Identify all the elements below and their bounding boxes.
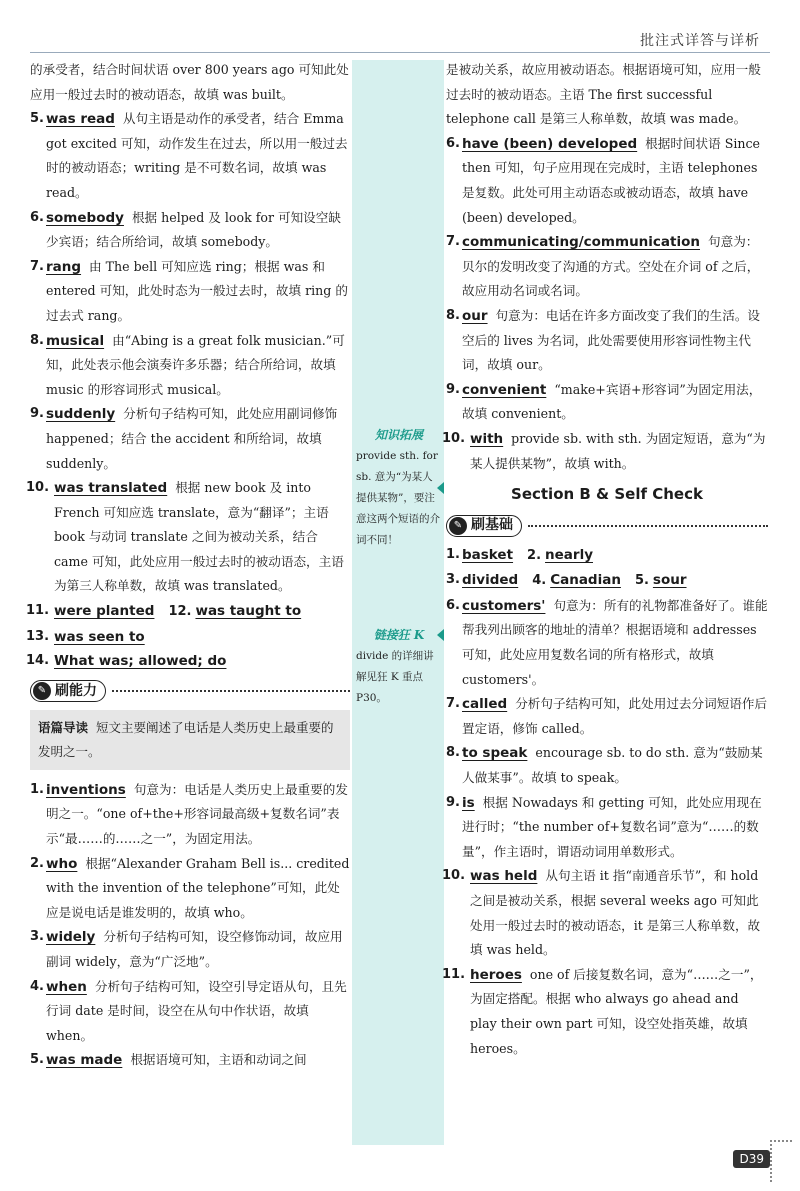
explanation: 根据 new book 及 into French 可知应选 translate，意为“翻译”；主语 book 与动词 translate 之间为被动关系，结合 came 可知，此处应用一般过去时的被动语态，主语为第三人称单数，故填 was translated。 [54, 480, 344, 594]
answer-item: 1. inventions 句意为：电话是人类历史上最重要的发明之一。“one of+the+形容词最高级+复数名词”表示“最……的……之一”，为固定用法。 [30, 781, 348, 847]
answer: who [46, 855, 78, 872]
answer-row: 14. What was; allowed; do [26, 653, 227, 670]
answer-item: 9. suddenly 分析句子结构可知，此处应用副词修饰 happened；结合 the accident 和所给词，故填 suddenly。 [30, 406, 338, 471]
answer-item: 3. widely 分析句子结构可知，设空修饰动词，故应用副词 widely，意为“广泛地”。 [30, 929, 343, 969]
answer: inventions [46, 781, 126, 798]
answer-item: 10. was held 从句主语 it 指“南通音乐节”，和 hold 之间是被动关系，根据 several weeks ago 可知此处用一般过去时的被动语态，it 是第三人称单数，故填 was held。 [442, 868, 761, 958]
answer: nearly [545, 546, 593, 563]
answer: somebody [46, 209, 124, 226]
margin-note-band [352, 60, 444, 1145]
answer: was seen to [54, 628, 145, 645]
answer: our [462, 307, 488, 324]
answer-row: 3. divided 4. Canadian 5. sour [446, 572, 687, 589]
answer-item: 9. convenient “make+宾语+形容词”为固定用法，故填 convenient。 [446, 381, 762, 422]
section-heading: ✎ 刷基础 [446, 511, 768, 541]
answer-item: 11. heroes one of 后接复数名词，意为“……之一”，为固定搭配。根据 who always go ahead and play their own part 可知，设空处指英雄，故填 heroes。 [442, 966, 763, 1056]
answer-row: 13. was seen to [26, 628, 145, 645]
answer: What was; allowed; do [54, 653, 227, 670]
explanation: encourage sb. to do sth. 意为“鼓励某人做某事”。故填 to speak。 [462, 745, 763, 786]
answer: sour [652, 572, 687, 589]
answer-item: 10. with provide sb. with sth. 为固定短语，意为“为某人提供某物”，故填 with。 [442, 430, 766, 471]
answer: basket [462, 546, 514, 563]
answer-row: 11. were planted 12. was taught to [26, 603, 302, 620]
side-note-link: 链接狂 K divide 的详细讲解见狂 K 重点 P30。 [356, 628, 434, 704]
explanation: 根据“Alexander Graham Bell is... credited with the invention of the telephone”可知，此处应是说电话是谁发明的，故填 who。 [46, 855, 350, 920]
arrow-icon [437, 482, 444, 494]
continued-text: 的承受者，结合时间状语 over 800 years ago 可知此处应用一般过去时的被动语态，故填 was built。 [30, 62, 349, 102]
corner-dots [770, 1140, 792, 1182]
explanation: one of 后接复数名词，意为“……之一”，为固定搭配。根据 who always go ahead and play their own part 可知，设空处指英雄，故填 heroes。 [470, 966, 763, 1056]
answer: when [46, 978, 87, 995]
answer-row: 1. basket 2. nearly [446, 546, 593, 563]
explanation: “make+宾语+形容词”为固定用法，故填 convenient。 [462, 381, 762, 422]
answer-item: 7. called 分析句子结构可知，此处用过去分词短语作后置定语，修饰 called。 [446, 696, 768, 736]
answer: Canadian [550, 572, 621, 589]
answer-item: 7. rang 由 The bell 可知应选 ring；根据 was 和 entered 可知，此处时态为一般过去时，故填 ring 的过去式 rang。 [30, 258, 348, 323]
page-header: 批注式详答与详析 [640, 33, 760, 49]
explanation: 分析句子结构可知，此处用过去分词短语作后置定语，修饰 called。 [462, 696, 768, 736]
answer: musical [46, 332, 105, 349]
answer: to speak [462, 745, 528, 762]
answer: convenient [462, 381, 547, 398]
answer-item: 6. customers' 句意为：所有的礼物都准备好了。谁能帮我列出顾客的地址的清单？根据语境和 addresses 可知，此处应用复数名词的所有格形式，故填 customers'。 [446, 597, 768, 687]
arrow-icon [437, 629, 444, 641]
answer-item: 8. our 句意为：电话在许多方面改变了我们的生活。设空后的 lives 为名词，此处需要使用形容词性物主代词，故填 our。 [446, 307, 761, 373]
explanation: 分析句子结构可知，此处应用副词修饰 happened；结合 the accident 和所给词，故填 suddenly。 [46, 406, 338, 471]
explanation: 句意为：所有的礼物都准备好了。谁能帮我列出顾客的地址的清单？根据语境和 addresses 可知，此处应用复数名词的所有格形式，故填 customers'。 [462, 597, 768, 687]
answer: was translated [54, 480, 168, 497]
answer: is [462, 794, 475, 811]
answer: rang [46, 258, 82, 275]
answer: called [462, 696, 508, 713]
answer: were planted [54, 603, 155, 620]
explanation: 句意为：贝尔的发明改变了沟通的方式。空处在介词 of 之后，故应用动名词或名词。 [462, 234, 760, 299]
explanation: 根据 helped 及 look for 可知设空缺少宾语；结合所给词，故填 somebody。 [46, 209, 341, 250]
explanation: 根据时间状语 Since then 可知，句子应用现在完成时，主语 telephones 是复数。此处可用主动语态或被动语态，故填 have (been) developed。 [462, 135, 761, 225]
explanation: 由“Abing is a great folk musician.”可知，此处表示他会演奏许多乐器；结合所给词，故填 music 的形容词形式 musical。 [46, 332, 345, 397]
side-note-knowledge: 知识拓展 provide sth. for sb. 意为“为某人提供某物”，要注意这两个短语的介词不同！ [356, 428, 440, 546]
explanation: 根据 Nowadays 和 getting 可知，此处应用现在进行时；“the number of+复数名词”意为“……的数量”，作主语时，谓语动词用单数形式。 [462, 794, 762, 859]
answer: suddenly [46, 406, 116, 423]
answer: with [470, 430, 504, 447]
pen-icon: ✎ [33, 682, 51, 700]
answer: have (been) developed [462, 135, 638, 152]
answer-item: 9. is 根据 Nowadays 和 getting 可知，此处应用现在进行时；“the number of+复数名词”意为“……的数量”，作主语时，谓语动词用单数形式。 [446, 794, 762, 859]
answer: communicating/communication [462, 234, 700, 251]
explanation: 由 The bell 可知应选 ring；根据 was 和 entered 可知，此处时态为一般过去时，故填 ring 的过去式 rang。 [46, 258, 348, 323]
section-b-title: Section B & Self Check [511, 485, 703, 504]
answer-item: 4. when 分析句子结构可知，设空引导定语从句，且先行词 date 是时间，设空在从句中作状语，故填 when。 [30, 978, 347, 1043]
answer-item: 8. to speak encourage sb. to do sth. 意为“鼓励某人做某事”。故填 to speak。 [446, 745, 763, 786]
answer-item: 8. musical 由“Abing is a great folk musician.”可知，此处表示他会演奏许多乐器；结合所给词，故填 music 的形容词形式 musical。 [30, 332, 345, 397]
continued-text: 是被动关系，故应用被动语态。根据语境可知，应用一般过去时的被动语态。主语 The first successful telephone call 是第三人称单数，故填 was made。 [446, 62, 761, 127]
right-column [442, 58, 768, 1061]
pen-icon: ✎ [449, 517, 467, 535]
answer: customers' [462, 597, 546, 614]
answer-item: 7. communicating/communication 句意为：贝尔的发明改变了沟通的方式。空处在介词 of 之后，故应用动名词或名词。 [446, 234, 760, 299]
answer-item: 5. was made 根据语境可知，主语和动词之间 [30, 1052, 307, 1069]
answer: was read [46, 111, 115, 128]
answer: heroes [470, 966, 522, 983]
explanation: 根据语境可知，主语和动词之间 [130, 1052, 307, 1068]
answer: was made [46, 1052, 123, 1069]
explanation: 从句主语是动作的承受者，结合 Emma got excited 可知，动作发生在过去，所以用一般过去时的被动语态；writing 是不可数名词，故填 was read。 [46, 111, 348, 200]
answer-item: 6. somebody 根据 helped 及 look for 可知设空缺少宾语；结合所给词，故填 somebody。 [30, 209, 341, 250]
answer-item: 6. have (been) developed 根据时间状语 Since then 可知，句子应用现在完成时，主语 telephones 是复数。此处可用主动语态或被动语态，故填 have (been) developed。 [446, 135, 761, 225]
explanation: provide sb. with sth. 为固定短语，意为“为某人提供某物”，故填 with。 [470, 430, 766, 471]
explanation: 分析句子结构可知，设空引导定语从句，且先行词 date 是时间，设空在从句中作状语，故填 when。 [46, 978, 347, 1043]
explanation: 句意为：电话在许多方面改变了我们的生活。设空后的 lives 为名词，此处需要使用形容词性物主代词，故填 our。 [462, 307, 761, 373]
header-rule [30, 52, 770, 53]
answer-item: 5. was read 从句主语是动作的承受者，结合 Emma got excited 可知，动作发生在过去，所以用一般过去时的被动语态；writing 是不可数名词，故填 was read。 [30, 111, 348, 200]
explanation: 句意为：电话是人类历史上最重要的发明之一。“one of+the+形容词最高级+复数名词”表示“最……的……之一”，为固定用法。 [46, 781, 348, 847]
left-column [26, 58, 350, 1073]
answer: divided [462, 572, 519, 589]
answer-item: 10. was translated 根据 new book 及 into French 可知应选 translate，意为“翻译”；主语 book 与动词 translate 之间为被动关系，结合 came 可知，此处应用一般过去时的被动语态，主语为第三人称单数，故填 was translated。 [26, 480, 344, 594]
answer: was taught to [195, 603, 302, 620]
reading-guide: 语篇导读 短文主要阐述了电话是人类历史上最重要的发明之一。 [30, 710, 350, 770]
answer: widely [46, 929, 96, 946]
section-heading: ✎ 刷能力 [30, 676, 350, 706]
answer: was held [470, 868, 538, 885]
answer-item: 2. who 根据“Alexander Graham Bell is... credited with the invention of the telephone”可知，此处应是说电话是谁发明的，故填 who。 [30, 855, 350, 920]
page-number: D39 [733, 1150, 770, 1168]
explanation: 分析句子结构可知，设空修饰动词，故应用副词 widely，意为“广泛地”。 [46, 929, 343, 969]
explanation: 从句主语 it 指“南通音乐节”，和 hold 之间是被动关系，根据 several weeks ago 可知此处用一般过去时的被动语态，it 是第三人称单数，故填 was held。 [470, 868, 761, 958]
